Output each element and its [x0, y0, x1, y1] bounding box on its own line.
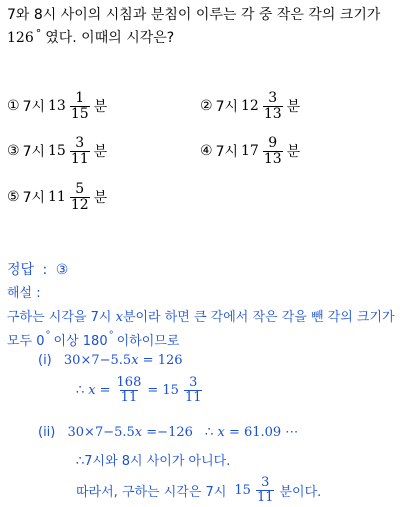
equation-variable: x — [131, 353, 139, 368]
fraction-denominator: 15 — [70, 105, 89, 122]
choice-fraction — [70, 182, 90, 212]
solution-line-2 — [7, 330, 179, 349]
case-2-equation — [38, 425, 298, 440]
degree-mark: ° — [45, 330, 51, 341]
result-value: = 61.09 ⋯ — [228, 425, 299, 440]
fraction-numerator: 9 — [268, 135, 278, 151]
conclusion-text-end: 분이다. — [279, 484, 322, 500]
fraction-numerator: 3 — [268, 90, 278, 106]
choice-1[interactable] — [7, 91, 107, 121]
solution-title: 해설 : — [7, 286, 41, 301]
result-mixed-fraction — [184, 376, 203, 404]
result-fraction — [116, 376, 143, 404]
answer-mark: ③ — [55, 262, 69, 278]
fraction-denominator: 11 — [70, 150, 89, 167]
choice-5[interactable] — [7, 182, 107, 212]
conclusion-whole: 15 — [234, 482, 251, 498]
answer-line — [7, 259, 68, 279]
choice-whole: 13 — [48, 98, 66, 115]
choice-3[interactable] — [7, 136, 107, 166]
equation-lhs: 30×7−5.5 — [67, 425, 135, 440]
solution-text: 이상 180 — [53, 334, 108, 349]
choice-mark: ④ — [200, 143, 213, 160]
choice-unit: 분 — [93, 144, 108, 161]
choice-mark: ② — [200, 98, 213, 115]
conclusion — [76, 476, 321, 504]
solution-line-1 — [7, 306, 395, 325]
choice-unit: 분 — [286, 99, 301, 116]
choice-mark: ③ — [7, 143, 20, 160]
choice-fraction — [70, 136, 90, 166]
fraction-numerator: 168 — [116, 375, 142, 390]
fraction-numerator: 3 — [261, 475, 270, 490]
therefore-symbol: ∴ — [76, 382, 85, 398]
choice-2[interactable] — [200, 91, 300, 121]
fraction-denominator: 12 — [70, 196, 89, 213]
choice-hour: 7시 — [22, 99, 45, 116]
degree-mark: ° — [108, 330, 114, 341]
result-mixed-whole: = 15 — [147, 382, 179, 398]
case-2-note: ∴7시와 8시 사이가 아니다. — [76, 454, 231, 469]
conclusion-fraction — [256, 476, 275, 504]
equation-lhs: 30×7−5.5 — [63, 353, 132, 368]
solution-text: 구하는 시각을 7시 — [7, 310, 112, 325]
choice-fraction — [263, 91, 283, 121]
choice-whole: 11 — [48, 189, 66, 206]
question-text-1: 7와 8시 사이의 시침과 분침이 이루는 각 중 작은 각의 크기가 — [7, 7, 381, 23]
case-1-equation — [38, 353, 183, 368]
choice-whole: 12 — [241, 98, 259, 115]
fraction-numerator: 3 — [189, 375, 198, 390]
choice-hour: 7시 — [22, 190, 45, 207]
solution-text: 모두 0 — [7, 334, 45, 349]
choice-4[interactable] — [200, 136, 300, 166]
question-line-2 — [7, 27, 174, 47]
choice-unit: 분 — [93, 99, 108, 116]
fraction-denominator: 13 — [263, 150, 282, 167]
choice-hour: 7시 — [215, 99, 238, 116]
choice-mark: ① — [7, 98, 20, 115]
choice-unit: 분 — [93, 190, 108, 207]
fraction-denominator: 11 — [184, 389, 202, 405]
question-angle-value: 126 — [7, 30, 34, 46]
result-equals: = — [99, 382, 111, 398]
case-label: (i) — [38, 353, 52, 368]
conclusion-text: 따라서, 구하는 시각은 7시 — [76, 484, 227, 500]
choice-whole: 15 — [48, 143, 66, 160]
case-1-result — [76, 376, 203, 404]
choice-whole: 17 — [241, 143, 259, 160]
solution-text: 이하이므로 — [116, 334, 180, 349]
question-line-1 — [7, 4, 380, 24]
fraction-numerator: 3 — [75, 135, 85, 151]
fraction-denominator: 11 — [120, 389, 138, 405]
answer-label: 정답 — [7, 262, 35, 278]
choice-hour: 7시 — [215, 144, 238, 161]
solution-variable: x — [115, 310, 123, 325]
choice-fraction — [263, 136, 283, 166]
fraction-denominator: 11 — [256, 489, 274, 505]
choice-unit: 분 — [286, 144, 301, 161]
solution-text: 분이라 하면 큰 각에서 작은 각을 뺀 각의 크기가 — [122, 310, 395, 325]
choice-mark: ⑤ — [7, 189, 20, 206]
equation-rhs: = 126 — [142, 353, 183, 368]
therefore-symbol: ∴ — [205, 425, 214, 440]
result-variable: x — [217, 425, 225, 440]
equation-variable: x — [134, 425, 143, 440]
equation-rhs: =−126 — [146, 425, 193, 440]
question-text-2: 였다. 이때의 시각은? — [45, 30, 175, 46]
fraction-denominator: 13 — [263, 105, 282, 122]
fraction-numerator: 1 — [75, 90, 85, 106]
fraction-numerator: 5 — [75, 181, 85, 197]
answer-colon: : — [42, 262, 48, 278]
question-degree-mark: ° — [35, 27, 42, 40]
case-label: (ii) — [38, 425, 56, 440]
choice-fraction — [70, 91, 90, 121]
result-variable: x — [88, 382, 96, 398]
choice-hour: 7시 — [22, 144, 45, 161]
